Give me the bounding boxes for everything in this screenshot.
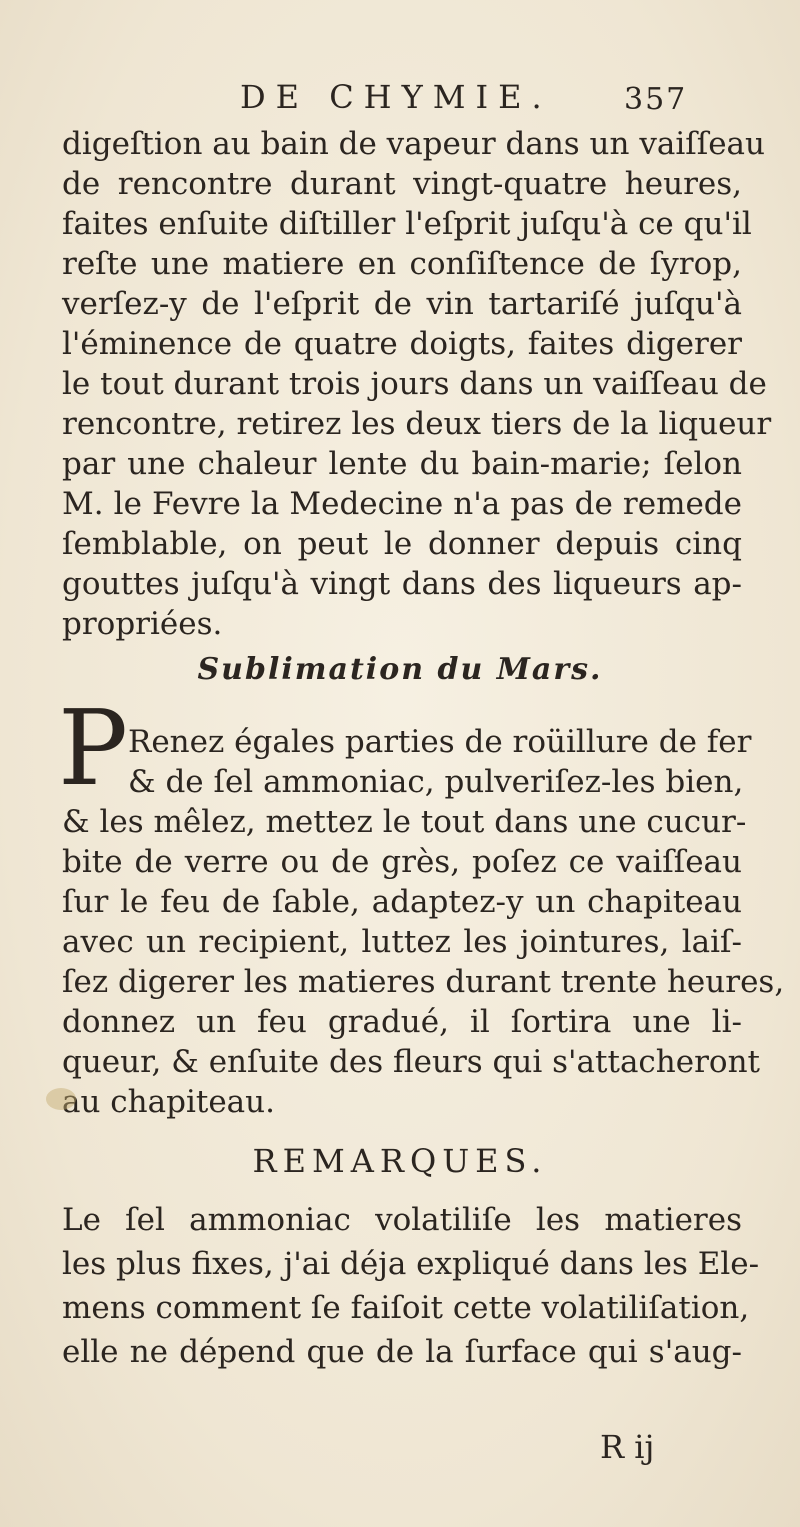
text-line: le tout durant trois jours dans un vaiſſeau de bbox=[62, 366, 767, 402]
page-number: 357 bbox=[624, 82, 688, 117]
text-line: rencontre, retirez les deux tiers de la liqueur bbox=[62, 406, 772, 442]
text-line: donnez un feu gradué, il ſortira une li- bbox=[62, 1004, 742, 1040]
text-line: Le ſel ammoniac volatiliſe les matieres bbox=[62, 1202, 742, 1238]
text-line: faites enſuite diſtiller l'eſprit juſqu'à ce qu'il bbox=[62, 206, 752, 242]
text-line: verſez-y de l'eſprit de vin tartariſé juſqu'à bbox=[62, 286, 742, 322]
text-line: propriées. bbox=[62, 606, 223, 642]
page-header bbox=[0, 78, 800, 122]
signature-mark: R ij bbox=[600, 1428, 655, 1466]
text-line: les plus fixes, j'ai déja expliqué dans les Ele- bbox=[62, 1246, 760, 1282]
text-line: ſemblable, on peut le donner depuis cinq bbox=[62, 526, 742, 562]
text-line: de rencontre durant vingt-quatre heures, bbox=[62, 166, 742, 202]
text-line: & les mêlez, mettez le tout dans une cucur- bbox=[62, 804, 747, 840]
text-line: par une chaleur lente du bain-marie; ſelon bbox=[62, 446, 742, 482]
text-line: Renez égales parties de roüillure de fer bbox=[128, 724, 752, 760]
text-line: & de ſel ammoniac, pulveriſez-les bien, bbox=[128, 764, 744, 800]
text-line: au chapiteau. bbox=[62, 1084, 275, 1120]
text-line: ſez digerer les matieres durant trente heures, bbox=[62, 964, 785, 1000]
text-line: avec un recipient, luttez les jointures, laiſ- bbox=[62, 924, 742, 960]
text-line: digeſtion au bain de vapeur dans un vaiſſeau bbox=[62, 126, 765, 162]
text-line: gouttes juſqu'à vingt dans des liqueurs ap- bbox=[62, 566, 742, 602]
section-heading: Sublimation du Mars. bbox=[197, 652, 603, 687]
ink-stain bbox=[46, 1088, 76, 1110]
text-line: reſte une matiere en conſiſtence de ſyrop, bbox=[62, 246, 742, 282]
text-line: elle ne dépend que de la ſurface qui s'aug- bbox=[62, 1334, 742, 1370]
text-line: M. le Fevre la Medecine n'a pas de remede bbox=[62, 486, 742, 522]
remarques-heading: REMARQUES. bbox=[252, 1142, 548, 1180]
running-title: DE CHYMIE. bbox=[240, 78, 552, 116]
text-line: l'éminence de quatre doigts, faites digerer bbox=[62, 326, 742, 362]
text-line: ſur le feu de ſable, adaptez-y un chapiteau bbox=[62, 884, 742, 920]
text-line: queur, & enſuite des fleurs qui s'attacheront bbox=[62, 1044, 760, 1080]
text-line: bite de verre ou de grès, poſez ce vaiſſeau bbox=[62, 844, 742, 880]
text-line: mens comment ſe faiſoit cette volatiliſation, bbox=[62, 1290, 750, 1326]
drop-cap: P bbox=[58, 687, 128, 809]
